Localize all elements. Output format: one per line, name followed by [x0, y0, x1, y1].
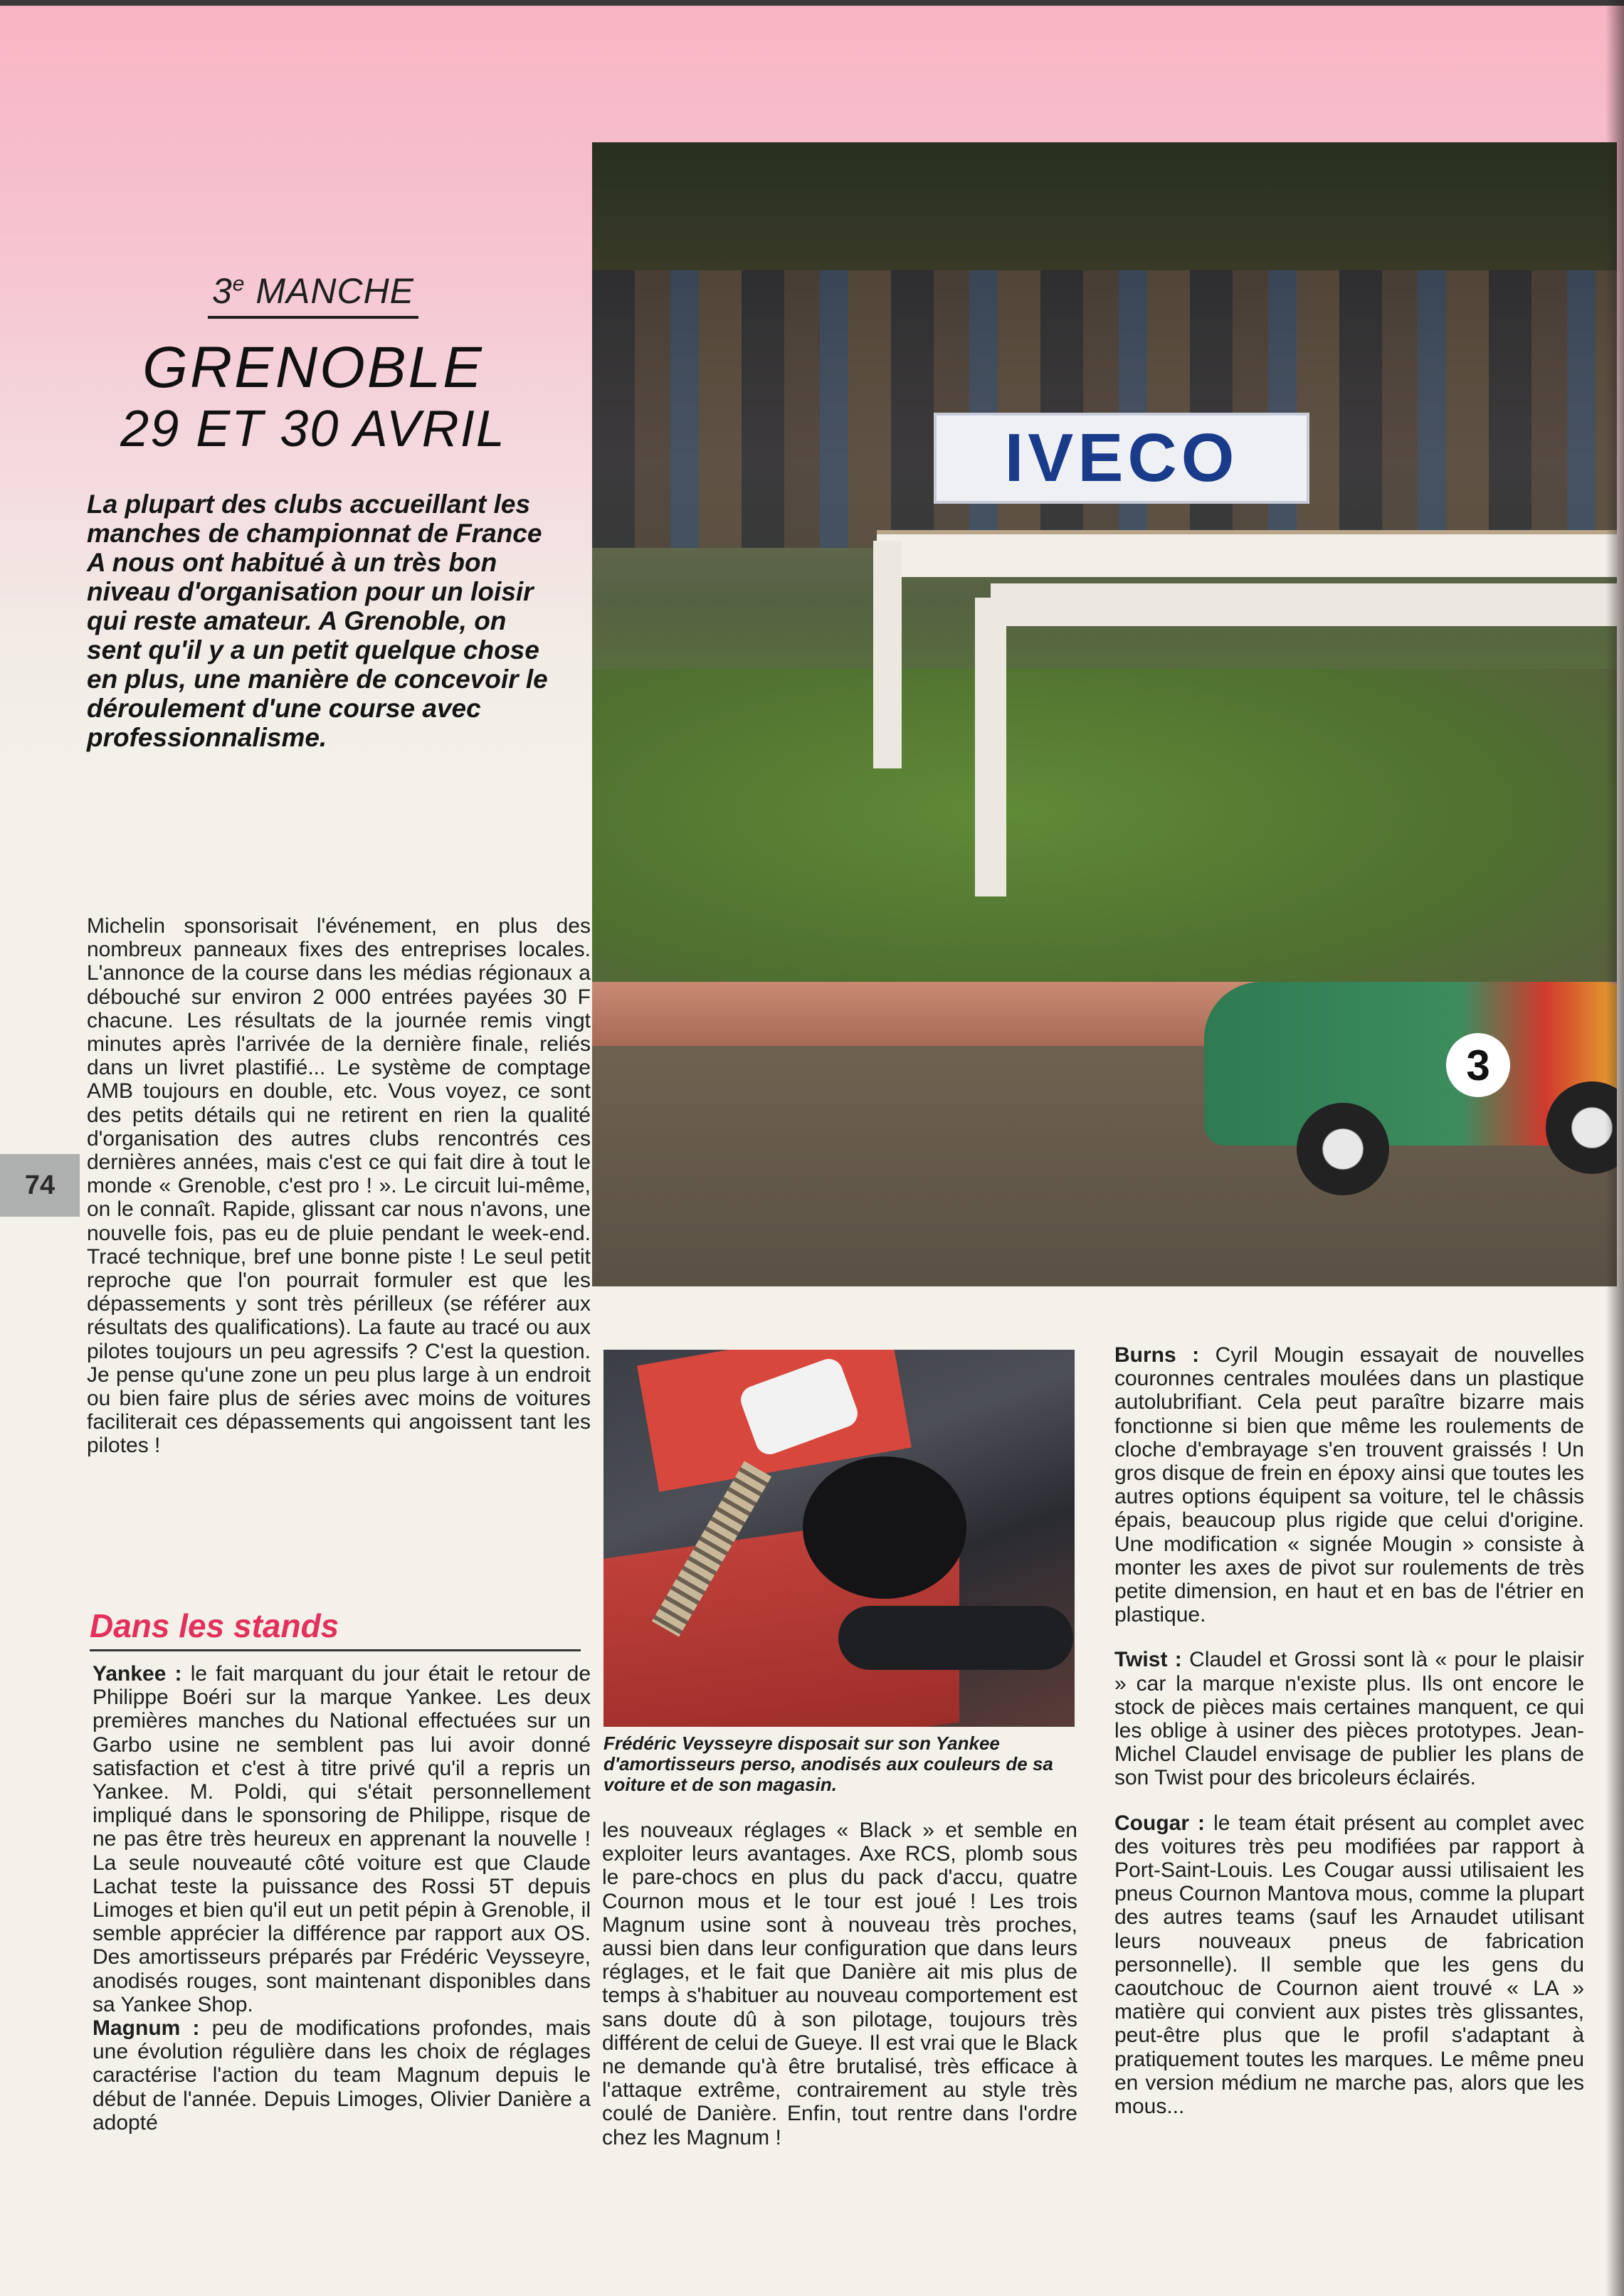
yankee-text: le fait marquant du jour était le retour de Philippe Boéri sur la marque Yankee. Les deux premières manches du National effectuées sur un Garbo usine ne semblent pas lui avoir donné satisfaction et c'est à titre privé qu'il a repris un Yankee. M. Poldi, qui s'était personnellement impliqué dans le sponsoring de Philippe, risque de ne pas être très heureux en apprenant la nouvelle ! La seule nouveauté côté voiture est que Claude Lachat teste la puissance des Rossi 5T depuis Limoges et bien qu'il eut un petit pépin à Grenoble, il semble apprécier la différence par rapport aux OS. Des amortisseurs préparés par Frédéric Veysseyre, anodisés rouges, sont maintenant disponibles dans sa Yankee Shop. — [93, 1662, 591, 2016]
yankee-label: Yankee : — [93, 1662, 182, 1686]
car-number-plate: 3 — [1446, 1033, 1510, 1097]
fence-rail-lower — [991, 583, 1617, 626]
exhaust-pipe — [838, 1606, 1073, 1670]
magnum-label: Magnum : — [93, 2016, 200, 2041]
article-intro: La plupart des clubs accueillant les manches de championnat de France A nous ont habitué à un très bon niveau d'organisation pour un loisir qui reste amateur. A Grenoble, on sent qu'il y a un petit quelque chose en plus, une manière de concevoir le déroulement d'une course avec professionnalisme. — [87, 490, 548, 752]
grass-island — [592, 669, 1617, 1025]
car-wheel — [1297, 1103, 1389, 1195]
round-word: MANCHE — [255, 271, 415, 311]
cougar-paragraph — [1114, 1811, 1584, 2119]
round-label — [208, 270, 418, 319]
cougar-label: Cougar : — [1114, 1811, 1206, 1835]
crowd-shape — [592, 270, 1617, 548]
magnum-text: peu de modifications profondes, mais une évolution régulière dans les choix de réglages caractérise l'action du team Magnum depuis le début de l'année. Depuis Limoges, Olivier Danière a adopté — [93, 2016, 591, 2134]
body-column-2 — [602, 1819, 1077, 2149]
round-suffix: e — [232, 272, 246, 296]
fence-rail — [877, 530, 1617, 577]
body-column-1 — [87, 914, 591, 1458]
article-title-dates: 29 ET 30 AVRIL — [120, 401, 506, 457]
body-column-3 — [1114, 1343, 1584, 2118]
burns-paragraph — [1114, 1343, 1584, 1626]
sponsor-banner: IVECO — [934, 413, 1309, 504]
burns-label: Burns : — [1114, 1343, 1200, 1367]
cougar-text: le team était présent au complet avec des voitures très peu modifiées par rapport à Port-Saint-Louis. Les Cougar aussi utilisaient les pneus Cournon Mantova mous, comme la plupart des autres teams (sauf les Arnaudet utilisant leurs nouveaux pneus de fabrication personnelle). Il semble que les gens du caoutchouc de Cournon aient trouvé « LA » matière qui convient aux pistes très glissantes, peut-être plus que le profil s'adaptant à pratiquement toutes les marques. Le même pneu en version médium ne marche pas, alors que les mous... — [1114, 1811, 1585, 2119]
yankee-paragraph — [93, 1662, 591, 2016]
round-number: 3 — [211, 271, 233, 311]
fence-post — [873, 541, 902, 768]
body-text: les nouveaux réglages « Black » et semble en exploiter leurs avantages. Axe RCS, plomb sous le pare-chocs en plus du pack d'accu, quatre Cournon mous et le tour est joué ! Les trois Magnum usine sont à nouveau très proches, aussi bien dans leur configuration que dans leurs réglages, et le fait que Danière ait mis plus de temps à s'habituer au nouveau comportement est sans doute dû à son pilotage, toujours très différent de celui de Gueye. Il est vrai que le Black ne demande qu'à être brutalisé, très efficace à l'attaque extrême, contrairement au style très coulé de Danière. Enfin, tout rentre dans l'ordre chez les Magnum ! — [602, 1819, 1077, 2149]
page-top-edge — [0, 0, 1624, 6]
body-text: Michelin sponsorisait l'événement, en plus des nombreux panneaux fixes des entreprises locales. L'annonce de la course dans les médias régionaux a débouché sur environ 2 000 entrées payées 30 F chacune. Les résultats de la journée remis vingt minutes après l'arrivée de la dernière finale, reliés dans un livret plastifié... Le système de comptage AMB toujours en double, etc. Vous voyez, ce sont des petits détails qui ne retirent en rien la qualité d'organisation des autres clubs rencontrés ces dernières années, mais c'est ce qui fait dire à tout le monde « Grenoble, c'est pro ! ». Le circuit lui-même, on le connaît. Rapide, glissant car nous n'avons, une nouvelle fois, pas eu de pluie pendant le week-end. Tracé technique, bref une bonne piste ! Le seul petit reproche que l'on pourrait formuler est que les dépassements y sont très périlleux (se référer aux résultats des qualifications). La faute au tracé ou aux pilotes toujours un peu agressifs ? C'est la question. Je pense qu'une zone un peu plus large à un endroit ou bien faire plus de séries avec moins de voitures faciliterait ces dépassements qui angoissent tant les pilotes ! — [87, 914, 591, 1458]
article-heading — [71, 270, 555, 457]
body-column-1b — [93, 1662, 591, 2134]
magnum-paragraph — [93, 2016, 591, 2134]
page-number: 74 — [0, 1154, 80, 1217]
binding-shadow — [1605, 0, 1624, 2296]
fence-post — [975, 598, 1006, 896]
article-title-city: GRENOBLE — [142, 335, 484, 400]
photo-caption: Frédéric Veysseyre disposait sur son Yankee d'amortisseurs perso, anodisés aux couleurs de sa voiture et de son magasin. — [603, 1732, 1053, 1795]
twist-paragraph — [1114, 1648, 1584, 1789]
twist-text: Claudel et Grossi sont là « pour le plaisir » car la marque n'existe plus. Ils ont encore le stock de pièces mais certaines manquent, ce qui les oblige à usiner des pièces prototypes. Jean-Michel Claudel envisage de publier les plans de son Twist pour des bricoleurs éclairés. — [1114, 1648, 1584, 1790]
section-heading: Dans les stands — [90, 1607, 581, 1651]
race-photo — [592, 142, 1617, 1286]
burns-text: Cyril Mougin essayait de nouvelles couronnes centrales moulées dans un plastique autolubrifiant. Cela peut paraître bizarre mais fonctionne si bien que même les roulements de cloche d'embrayage s'en trouvent graissés ! Un gros disque de frein en époxy ainsi que toutes les autres options équipent sa voiture, tel le châssis épais, beaucoup plus rigide que celui d'origine. Une modification « signée Mougin » consiste à monter les axes de pivot sur roulements de très petite dimension, en haut et en bas de l'étrier en plastique. — [1114, 1343, 1584, 1627]
twist-label: Twist : — [1114, 1648, 1182, 1672]
engine-photo — [603, 1350, 1075, 1727]
engine-block — [803, 1456, 966, 1599]
